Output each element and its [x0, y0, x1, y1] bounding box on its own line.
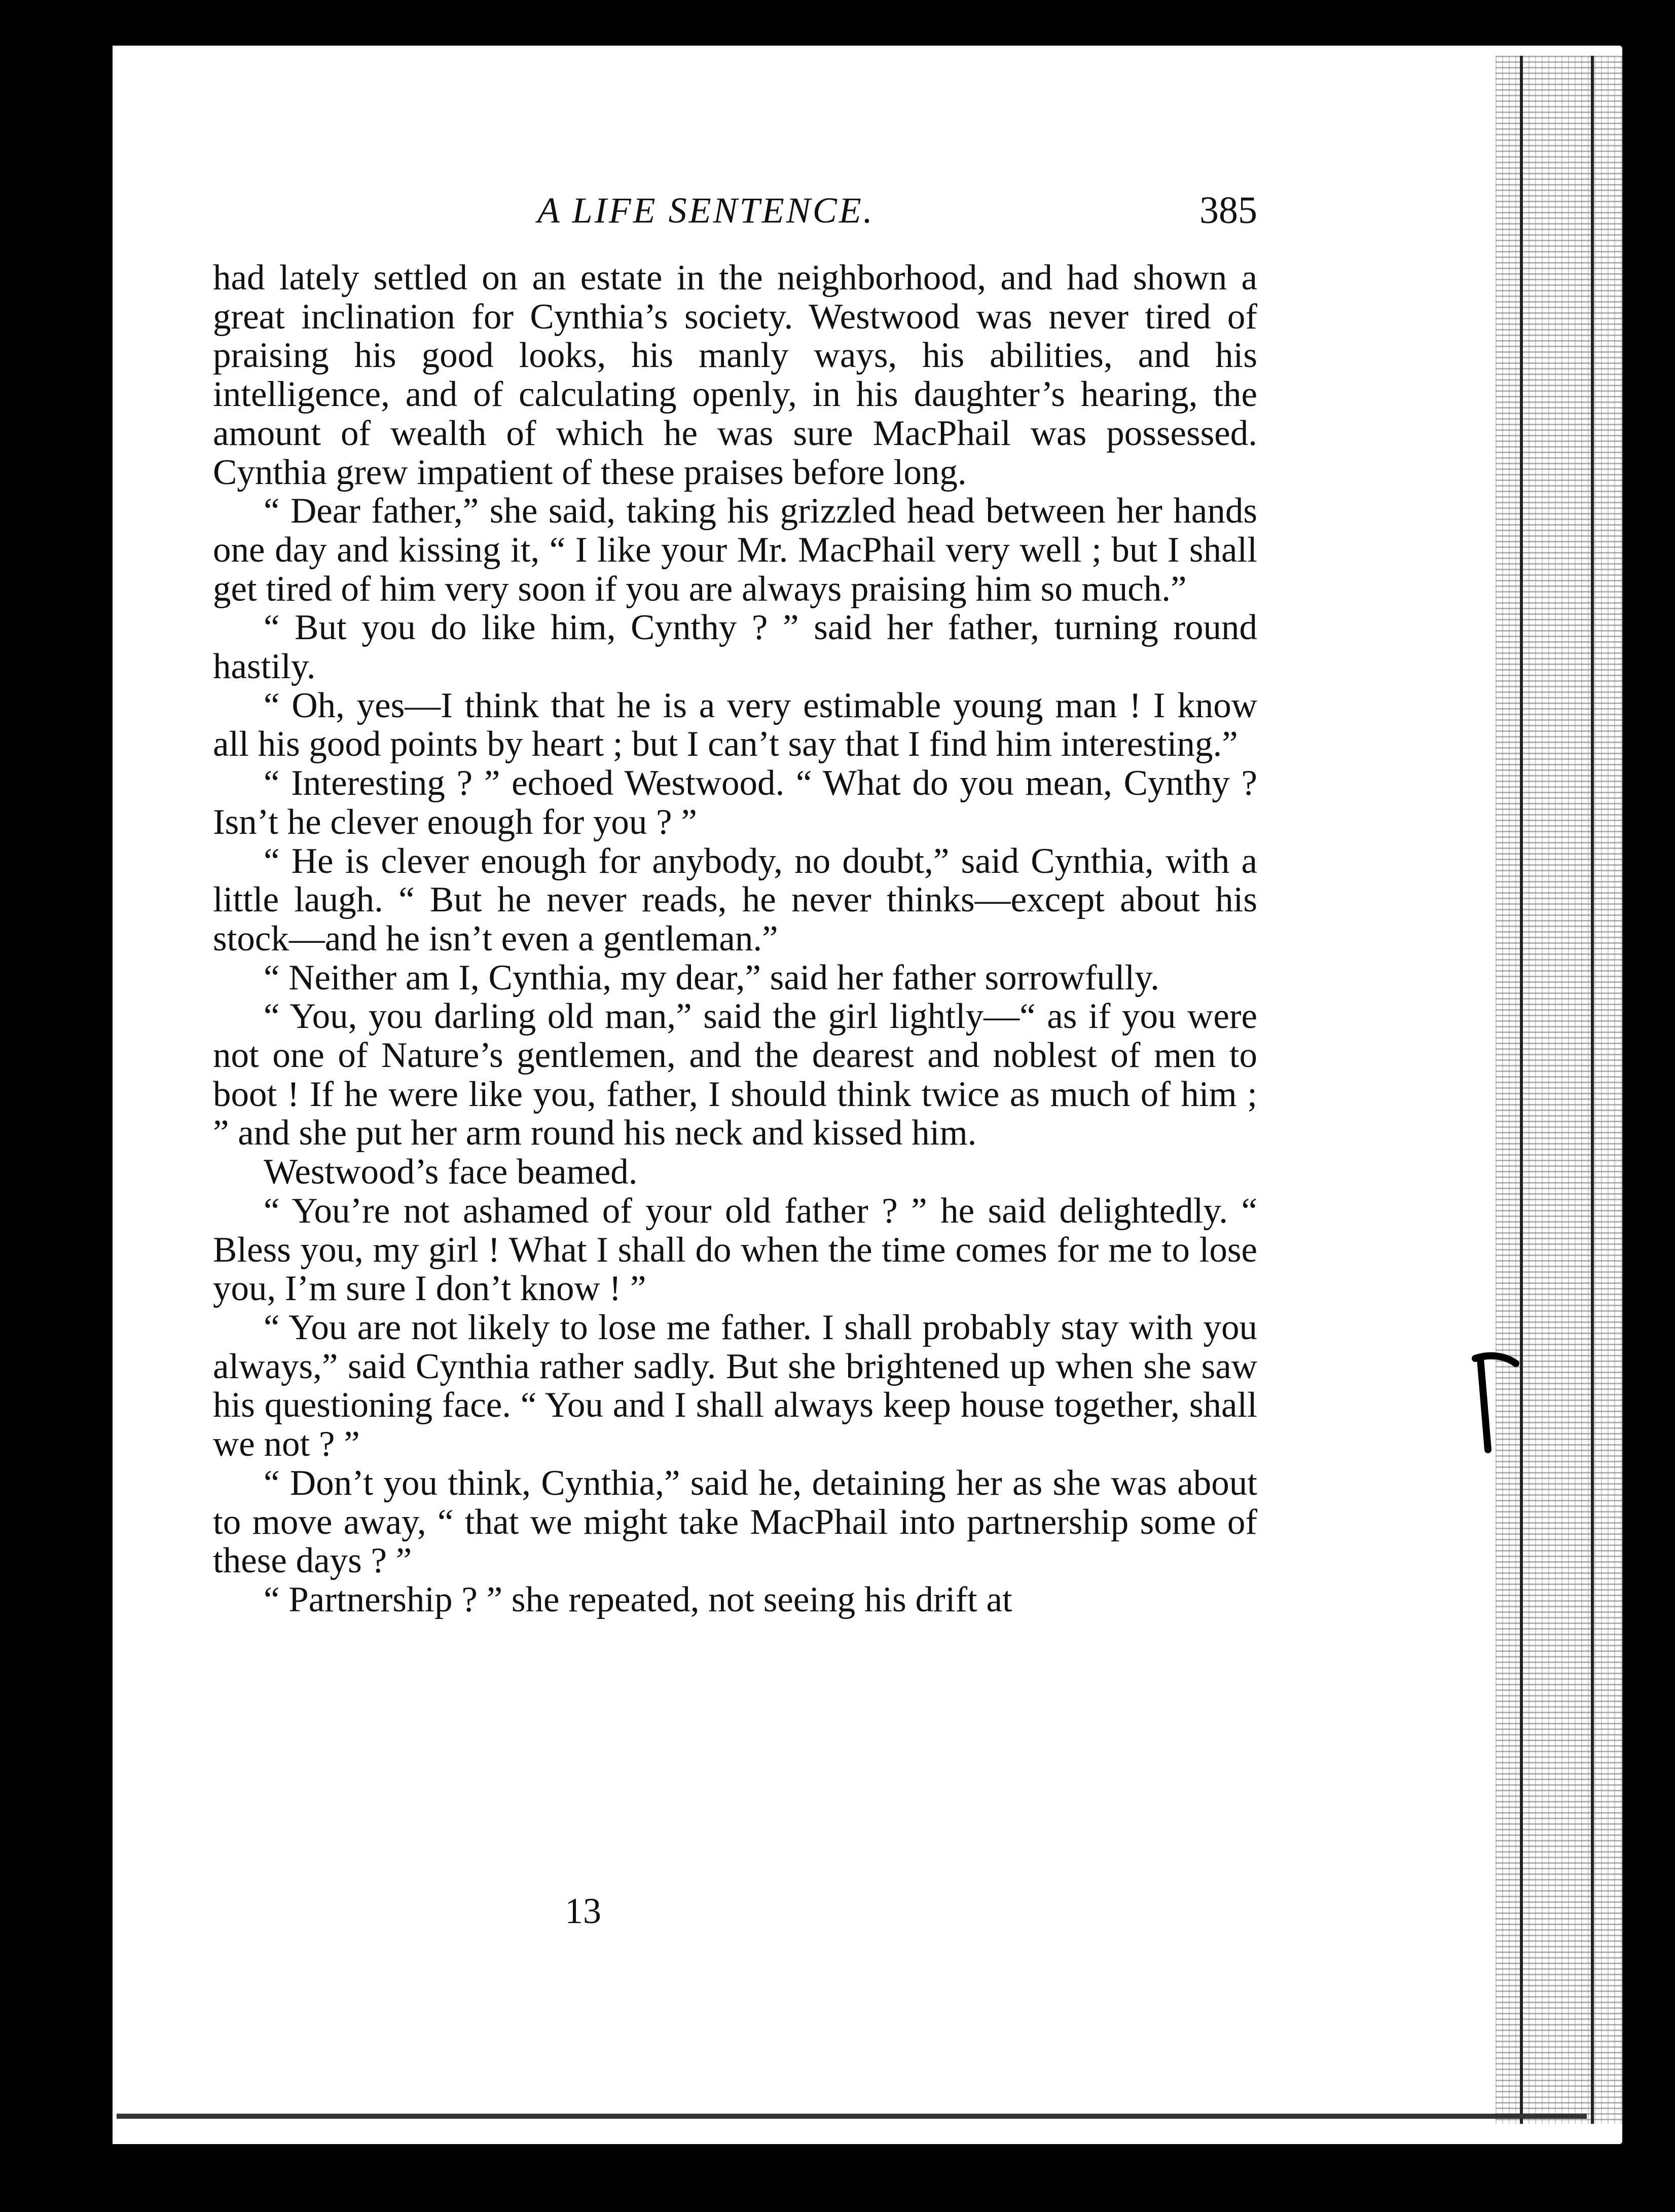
paragraph: “ Dear father,” she said, taking his grizzled head between her hands one day and kissing it, “ I like your Mr. MacPhail very well ; but I shall get tired of him very soon if you are always praising him so much.” [213, 491, 1257, 609]
page-left-edge [76, 46, 113, 2144]
paragraph: “ But you do like him, Cynthy ? ” said her father, turning round hastily. [213, 608, 1257, 687]
paragraph: “ Interesting ? ” echoed Westwood. “ What do you mean, Cynthy ? Isn’t he clever enough for you ? ” [213, 763, 1257, 842]
spine-line [1520, 56, 1523, 2124]
page-content [213, 182, 1257, 1619]
page-number: 385 [1199, 189, 1257, 232]
paragraph: “ You, you darling old man,” said the girl lightly—“ as if you were not one of Nature’s gentlemen, and the dearest and noblest of men to boot ! If he were like you, father, I should think twice as much of him ; ” and she put her arm round his neck and kissed him. [213, 997, 1257, 1153]
paragraph: “ Partnership ? ” she repeated, not seeing his drift at [264, 1579, 1012, 1619]
paragraph: “ You are not likely to lose me father. I shall probably stay with you always,” said Cynthia rather sadly. But she brightened up when she saw his questioning face. “ You and I shall always keep house together, shall we not ? ” [213, 1307, 1257, 1464]
spine-line [1591, 56, 1594, 2124]
body-text [213, 259, 1257, 1619]
paragraph: “ You’re not ashamed of your old father ? ” he said delightedly. “ Bless you, my girl ! What I shall do when the time comes for me to lose you, I’m sure I don’t know ! ” [213, 1191, 1257, 1309]
running-head-title: A LIFE SENTENCE. [537, 190, 875, 231]
paragraph: Westwood’s face beamed. [264, 1152, 638, 1192]
book-spine-edge [1496, 56, 1622, 2124]
margin-pencil-mark [1470, 1348, 1521, 1460]
paragraph: “ Don’t you think, Cynthia,” said he, detaining her as she was about to move away, “ that we might take MacPhail into partnership some of these days ? ” [213, 1463, 1257, 1581]
paragraph: had lately settled on an estate in the neighborhood, and had shown a great inclination for Cynthia’s society. Westwood was never tired of praising his good looks, his manly ways, his abilities, and his intelligence, and of calculating openly, in his daughter’s hearing, the amount of wealth of which he was sure MacPhail was possessed. Cynthia grew impatient of these praises before long. [213, 258, 1257, 492]
signature-mark: 13 [565, 1891, 601, 1931]
paragraph: “ Neither am I, Cynthia, my dear,” said her father sorrowfully. [264, 957, 1159, 998]
paragraph: “ He is clever enough for anybody, no doubt,” said Cynthia, with a little laugh. “ But he never reads, he never thinks—except about his stock—and he isn’t even a gentleman.” [213, 841, 1257, 958]
paragraph: “ Oh, yes—I think that he is a very estimable young man ! I know all his good points by heart ; but I can’t say that I find him interesting.” [213, 685, 1257, 764]
running-head [213, 182, 1257, 238]
page-bottom-edge [117, 2114, 1587, 2119]
